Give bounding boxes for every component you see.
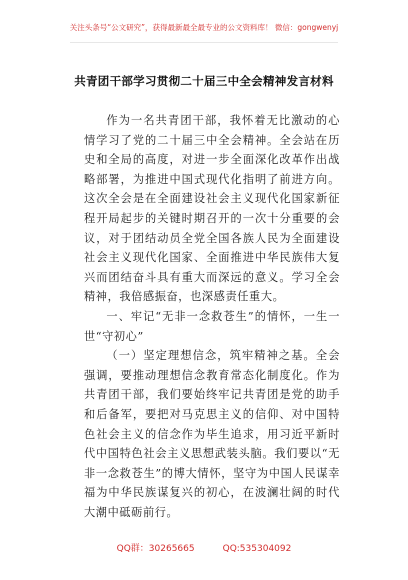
paragraph-intro: 作为一名共青团干部，我怀着无比激动的心情学习了党的二十届三中全会精神。全会站在历史和全局的高度，对进一步全面深化改革作出战略部署，为推进中国式现代化指明了前进方向。这次全会是在全面建设社会主义现代化国家新征程开局起步的关键时期召开的一次十分重要的会议，对于团结动员全党全国各族人民为全面建设社会主义现代化国家、全面推进中华民族伟大复兴而团结奋斗具有重大而深远的意义。学习全会精神，我倍感振奋，也深感责任重大。 xyxy=(84,114,340,304)
section-heading-1: 一、牢记“无非一念救苍生”的情怀，一生一世“守初心” xyxy=(84,309,340,343)
document-body xyxy=(84,111,340,522)
header-promo-note: 关注头条号“公文研究”，获得最新最全最专业的公文资料库！ 微信：gongwenyj xyxy=(69,23,339,32)
footer-contact xyxy=(0,541,408,554)
document-title: 共青团干部学习贯彻二十届三中全会精神发言材料 xyxy=(74,74,334,88)
footer-qq-group: QQ群：30265665 xyxy=(116,544,195,554)
footer-qq-contact: QQ:535304092 xyxy=(222,544,292,554)
header-divider xyxy=(70,42,338,43)
paragraph-subsection-1: （一）坚定理想信念，筑牢精神之基。全会强调，要推动理想信念教育常态化制度化。作为共青团干部，我们要始终牢记共青团是党的助手和后备军，要把对马克思主义的信仰、对中国特色社会主义的信念作为毕生追求，用习近平新时代中国特色社会主义思想武装头脑。我们要以“无非一念救苍生”的博大情怀，坚守为中国人民谋幸福为中华民族谋复兴的初心，在波澜壮阔的时代大潮中砥砺前行。 xyxy=(84,349,340,519)
